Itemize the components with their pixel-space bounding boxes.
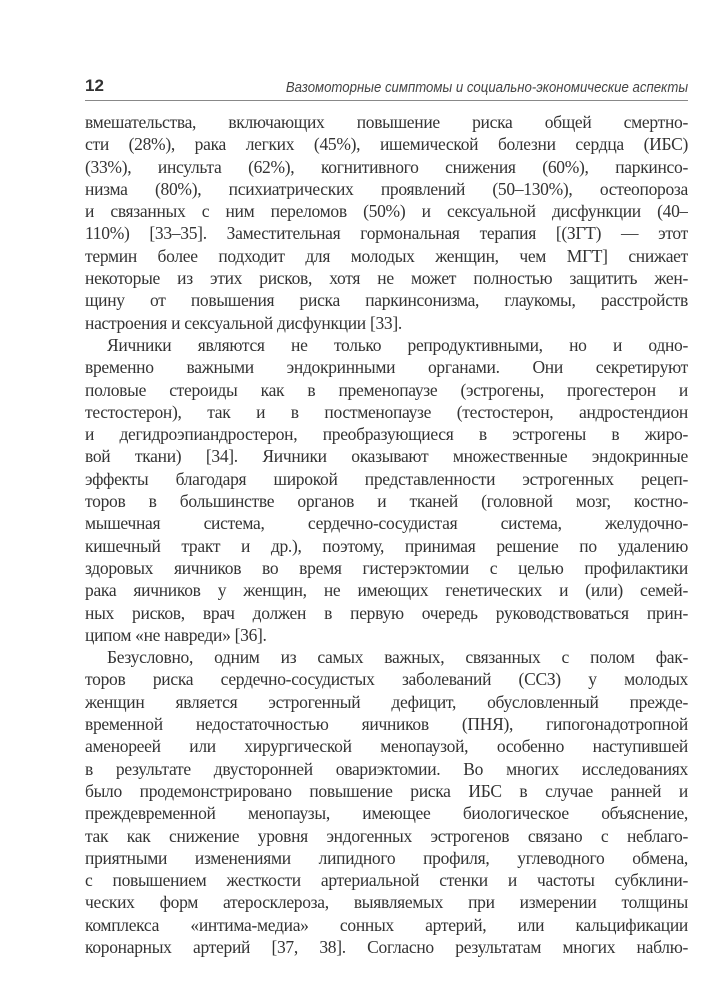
text-line: щину от повышения риска паркинсонизма, глаукомы, расстройств [85, 290, 688, 311]
body-text [85, 111, 688, 958]
text-line: в результате двусторонней овариэктомии. Во многих исследованиях [85, 758, 688, 779]
paragraph-2 [85, 334, 688, 646]
text-line: эффекты благодаря широкой представленности эстрогенных рецеп- [85, 468, 688, 489]
text-line: кишечный тракт и др.), поэтому, принимая решение по удалению [85, 535, 688, 556]
text-line: торов в большинстве органов и тканей (головной мозг, костно- [85, 491, 688, 512]
text-line: настроения и сексуальной дисфункции [33]. [85, 312, 402, 333]
text-line: аменореей или хирургической менопаузой, особенно наступившей [85, 736, 688, 757]
text-line: женщин является эстрогенный дефицит, обусловленный прежде- [85, 691, 688, 712]
text-line: было продемонстрировано повышение риска ИБС в случае ранней и [85, 780, 688, 801]
paragraph-1 [85, 111, 688, 334]
text-line: и связанных с ним переломов (50%) и сексуальной дисфункции (40– [85, 201, 688, 222]
page-header [85, 74, 688, 96]
text-line: с повышением жесткости артериальной стенки и частоты субклини- [85, 870, 688, 891]
text-line: здоровых яичников во время гистерэктомии с целью профилактики [85, 557, 688, 578]
text-line: приятными изменениями липидного профиля, углеводного обмена, [85, 847, 688, 868]
text-line: вмешательства, включающих повышение риска общей смертно- [85, 112, 688, 132]
text-line: Безусловно, одним из самых важных, связанных с полом фак- [107, 647, 688, 668]
text-line: мышечная система, сердечно-сосудистая система, желудочно- [85, 513, 688, 534]
text-line: тестостерон), так и в постменопаузе (тестостерон, андростендион [85, 401, 688, 422]
text-line: ных рисков, врач должен в первую очередь руководствоваться прин- [85, 602, 688, 623]
text-line: (33%), инсульта (62%), когнитивного снижения (60%), паркинсо- [85, 156, 688, 177]
text-line: торов риска сердечно-сосудистых заболеваний (ССЗ) у молодых [85, 669, 688, 690]
text-line: временной недостаточностью яичников (ПНЯ), гипогонадотропной [85, 714, 688, 735]
text-line: рака яичников у женщин, не имеющих генетических и (или) семей- [85, 580, 688, 601]
text-line: термин более подходит для молодых женщин, чем МГТ] снижает [85, 245, 688, 266]
text-line: преждевременной менопаузы, имеющее биологическое объяснение, [85, 803, 688, 824]
text-line: сти (28%), рака легких (45%), ишемической болезни сердца (ИБС) [85, 134, 688, 155]
text-line: ческих форм атеросклероза, выявляемых при измерении толщины [85, 892, 688, 913]
paragraph-3 [85, 646, 688, 958]
text-line: 110%) [33–35]. Заместительная гормональная терапия [(ЗГТ) — этот [85, 223, 688, 244]
text-line: Яичники являются не только репродуктивными, но и одно- [107, 334, 688, 355]
page-number: 12 [85, 76, 104, 95]
text-line: некоторые из этих рисков, хотя не может полностью защитить жен- [85, 268, 688, 289]
text-line: половые стероиды как в пременопаузе (эстрогены, прогестерон и [85, 379, 688, 400]
text-line: так как снижение уровня эндогенных эстрогенов связано с неблаго- [85, 825, 688, 846]
running-title: Вазомоторные симптомы и социально-экономические аспекты [285, 79, 688, 96]
header-rule [85, 100, 688, 101]
text-line: низма (80%), психиатрических проявлений (50–130%), остеопороза [85, 178, 688, 199]
text-line: коронарных артерий [37, 38]. Согласно результатам многих наблю- [85, 936, 688, 957]
text-line: и дегидроэпиандростерон, преобразующиеся в эстрогены в жиро- [85, 424, 688, 445]
text-line: временно важными эндокринными органами. Они секретируют [85, 357, 688, 378]
text-line: комплекса «интима-медиа» сонных артерий, или кальцификации [85, 914, 688, 935]
text-line: ципом «не навреди» [36]. [85, 624, 267, 645]
text-line: вой ткани) [34]. Яичники оказывают множественные эндокринные [85, 446, 688, 467]
